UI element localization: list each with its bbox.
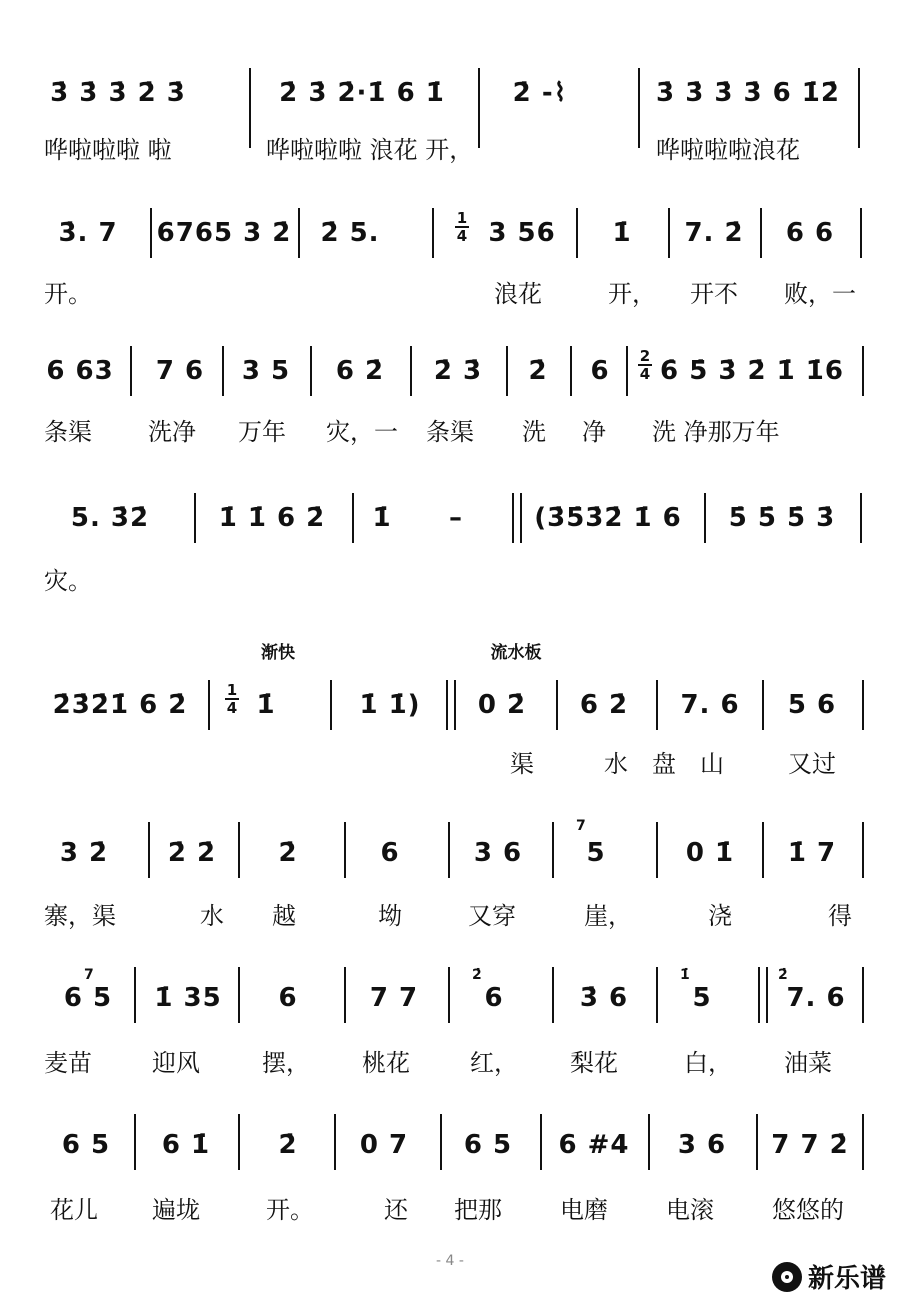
barline: [576, 208, 578, 258]
barline: [552, 822, 554, 878]
lyric: 红，: [470, 1049, 518, 1077]
barline: [540, 1114, 542, 1170]
measure-notes: 6 5: [63, 983, 113, 1013]
barline: [194, 493, 196, 543]
measure-notes: 1̇ 1̇ 6 2̇: [218, 503, 326, 533]
barline: [858, 68, 860, 148]
lyric: 越: [272, 902, 296, 930]
measure-notes: 6: [380, 838, 400, 868]
measure-notes: 1̇ 1̇): [359, 690, 421, 720]
barline: [556, 680, 558, 730]
measure-notes: 1̇: [372, 503, 392, 533]
barline: [862, 680, 864, 730]
barline: [410, 346, 412, 396]
barline: [656, 822, 658, 878]
grace-note: 7: [576, 818, 586, 834]
measure-notes: 3 6: [473, 838, 523, 868]
barline: [860, 493, 862, 543]
barline: [704, 493, 706, 543]
barline: [862, 346, 864, 396]
measure-notes: 7. 6: [680, 690, 740, 720]
measure-notes: 2̇3̇2̇1̇ 6 2̇: [52, 690, 188, 720]
measure-notes: 3̇. 7: [58, 218, 118, 248]
measure-notes: (3̇5̇3̇2̇ 1̇ 6: [534, 503, 682, 533]
grace-note: 2̇: [472, 967, 482, 983]
lyric: 把那: [454, 1196, 502, 1224]
barline: [330, 680, 332, 730]
measure-notes: 2̇: [528, 356, 548, 386]
barline: [656, 680, 658, 730]
barline: [656, 967, 658, 1023]
lyric: 白，: [684, 1049, 732, 1077]
barline: [448, 967, 450, 1023]
measure-notes: 5 6: [787, 690, 837, 720]
measure-notes: 2̇: [278, 838, 298, 868]
measure-notes: 3 2̇: [59, 838, 109, 868]
lyric: 洗: [522, 418, 546, 446]
disc-icon: [772, 1262, 802, 1292]
barline: [626, 346, 628, 396]
time-signature: 2 4: [639, 347, 651, 383]
barline: [208, 680, 210, 730]
tempo-mark: 渐快: [261, 643, 295, 663]
lyric: 摆，: [262, 1049, 310, 1077]
lyric: 遍垅: [152, 1196, 200, 1224]
measure-notes: 6 1̇: [161, 1130, 211, 1160]
measure-notes: 0 7: [359, 1130, 409, 1160]
lyric: 灾。: [44, 567, 92, 595]
measure-notes: 7. 6: [786, 983, 846, 1013]
measure-notes: 2̇ 5.: [320, 218, 380, 248]
lyric: 哗啦啦啦 啦: [44, 136, 172, 164]
page-number: - 4 -: [436, 1253, 464, 1269]
barline: [344, 967, 346, 1023]
barline: [862, 822, 864, 878]
measure-notes: 2̇ 2̇: [167, 838, 217, 868]
barline: [238, 967, 240, 1023]
lyric: 哗啦啦啦 浪花 开，: [266, 136, 474, 164]
measure-notes: 5: [692, 983, 712, 1013]
lyric: 条渠: [44, 418, 92, 446]
lyric: 寨，渠: [44, 902, 116, 930]
measure-notes: 3̇ 3̇ 3̇ 3̇ 6 1̇2̇: [656, 78, 840, 108]
lyric: 油菜: [784, 1049, 832, 1077]
barline: [860, 208, 862, 258]
grace-note: 1̇: [680, 967, 690, 983]
lyric: 梨花: [570, 1049, 618, 1077]
measure-notes: 7. 2̇: [684, 218, 744, 248]
barline: [762, 822, 764, 878]
measure-notes: 6 5: [463, 1130, 513, 1160]
barline: [344, 822, 346, 878]
barline: [222, 346, 224, 396]
barline: [134, 967, 136, 1023]
barline: [150, 208, 152, 258]
lyric: 悠悠的: [772, 1196, 844, 1224]
barline: [506, 346, 508, 396]
measure-notes: 6 6: [785, 218, 835, 248]
measure-notes: 5: [586, 838, 606, 868]
measure-notes: 6 2̇: [579, 690, 629, 720]
measure-notes: 6 2̇: [335, 356, 385, 386]
measure-notes: 1̇ 35: [154, 983, 222, 1013]
lyric: 净: [582, 418, 606, 446]
barline: [862, 1114, 864, 1170]
barline: [352, 493, 354, 543]
barline: [862, 967, 864, 1023]
lyric: 坳: [378, 902, 402, 930]
lyric: 崖，: [584, 902, 632, 930]
barline: [130, 346, 132, 396]
lyric: 盘: [652, 750, 676, 778]
measure-notes: 3 56: [488, 218, 556, 248]
measure-notes: 6: [590, 356, 610, 386]
barline: [148, 822, 150, 878]
lyric: 还: [384, 1196, 408, 1224]
measure-notes: 6: [278, 983, 298, 1013]
measure-notes: 3̇ 6: [579, 983, 629, 1013]
lyric: 条渠: [426, 418, 474, 446]
measure-notes: 6765 3 2̇: [156, 218, 292, 248]
lyric: 开不: [690, 280, 738, 308]
measure-notes: 2̇ 3̇ 2̇·1̇ 6 1̇: [279, 78, 445, 108]
barline: [478, 68, 480, 148]
measure-notes: 3̇ 3̇ 3̇ 2̇ 3̇: [50, 78, 186, 108]
measure-notes: 6 5: [61, 1130, 111, 1160]
lyric: 渠: [510, 750, 534, 778]
lyric: 得: [828, 902, 852, 930]
lyric: 开。: [44, 280, 92, 308]
measure-notes: 6: [484, 983, 504, 1013]
measure-notes: 6̇ 5̇ 3̇ 2̇ 1̇ 1̇6: [660, 356, 844, 386]
measure-notes: 7 7 2̇: [771, 1130, 849, 1160]
lyric: 山: [700, 750, 724, 778]
time-signature: 1 4: [456, 209, 468, 245]
measure-notes: 3 6: [677, 1130, 727, 1160]
lyric: 洗净: [148, 418, 196, 446]
lyric: 桃花: [362, 1049, 410, 1077]
lyric: 水: [200, 902, 224, 930]
time-signature: 1 4: [226, 681, 238, 717]
lyric: 麦苗: [44, 1049, 92, 1077]
lyric: 浇: [708, 902, 732, 930]
lyric: 电磨: [560, 1196, 608, 1224]
measure-notes: 2̇: [278, 1130, 298, 1160]
lyric: 万年: [238, 418, 286, 446]
lyric: 开，: [608, 280, 656, 308]
lyric: 洗 净那万年: [652, 418, 780, 446]
barline: [570, 346, 572, 396]
measure-notes: 6 63: [46, 356, 114, 386]
logo-text: 新乐谱: [807, 1264, 886, 1294]
barline: [334, 1114, 336, 1170]
double-barline: [446, 680, 456, 730]
measure-notes: 2̇ 3̇: [433, 356, 483, 386]
measure-notes: 1̇: [256, 690, 276, 720]
barline: [249, 68, 251, 148]
lyric: 电滚: [666, 1196, 714, 1224]
barline: [448, 822, 450, 878]
measure-notes: 6 #4: [558, 1130, 630, 1160]
barline: [310, 346, 312, 396]
double-barline: [512, 493, 522, 543]
measure-notes: 1̇ 7: [787, 838, 837, 868]
measure-notes: 5. 3̇2̇: [70, 503, 150, 533]
barline: [298, 208, 300, 258]
measure-notes: 2̇ -⌇: [512, 78, 568, 108]
lyric: 开。: [266, 1196, 314, 1224]
measure-notes: 7 6: [155, 356, 205, 386]
barline: [756, 1114, 758, 1170]
site-logo: [772, 1258, 886, 1295]
double-barline: [758, 967, 768, 1023]
lyric: 花儿: [50, 1196, 98, 1224]
barline: [432, 208, 434, 258]
measure-notes: 7 7: [369, 983, 419, 1013]
lyric: 又穿: [468, 902, 516, 930]
lyric: 灾，一: [326, 418, 398, 446]
grace-note: 2̇: [778, 967, 788, 983]
barline: [762, 680, 764, 730]
lyric: 迎风: [152, 1049, 200, 1077]
barline: [238, 822, 240, 878]
barline: [760, 208, 762, 258]
lyric: 浪花: [494, 280, 542, 308]
grace-note: 7: [84, 967, 94, 983]
measure-notes: 1̇: [612, 218, 632, 248]
lyric: 哗啦啦啦浪花: [656, 136, 800, 164]
lyric: 水: [604, 750, 628, 778]
measure-notes: –: [449, 503, 463, 533]
lyric: 败，一: [784, 280, 856, 308]
barline: [638, 68, 640, 148]
lyric: 又过: [788, 750, 836, 778]
tempo-mark: 流水板: [490, 643, 542, 663]
measure-notes: 0 2̇: [477, 690, 527, 720]
barline: [648, 1114, 650, 1170]
measure-notes: 0 1̇: [685, 838, 735, 868]
measure-notes: 5̇ 5̇ 5̇ 3̇: [728, 503, 836, 533]
barline: [134, 1114, 136, 1170]
measure-notes: 3 5: [241, 356, 291, 386]
barline: [668, 208, 670, 258]
barline: [552, 967, 554, 1023]
barline: [238, 1114, 240, 1170]
barline: [440, 1114, 442, 1170]
